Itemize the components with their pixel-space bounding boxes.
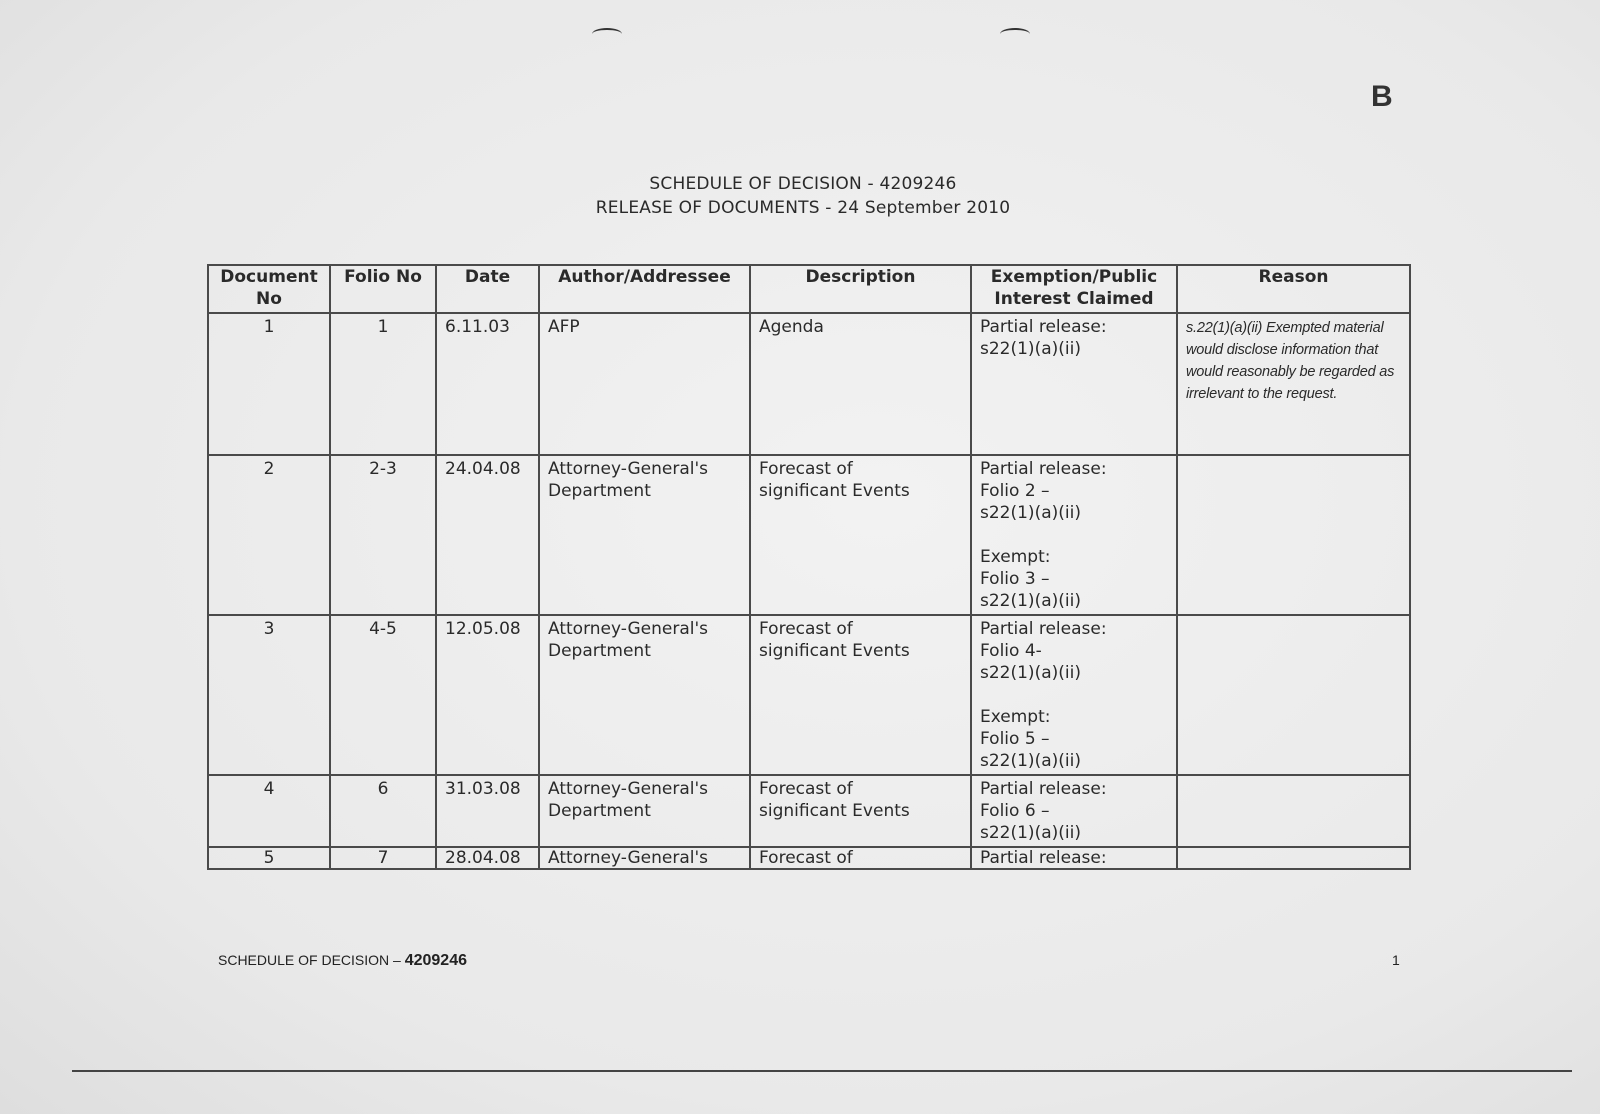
header-description: Description — [750, 265, 971, 313]
exemption-gap — [980, 524, 1168, 546]
exemption-line: Partial release: — [980, 459, 1107, 479]
punch-hole-mark — [592, 28, 622, 40]
cell-folio-no: 4-5 — [330, 615, 436, 775]
cell-date: 24.04.08 — [436, 455, 539, 615]
punch-hole-mark — [1000, 28, 1030, 40]
cell-description — [750, 775, 971, 847]
cell-doc-no: 2 — [208, 455, 330, 615]
header-document-no: Document No — [208, 265, 330, 313]
title-line-2: RELEASE OF DOCUMENTS - 24 September 2010 — [595, 198, 1011, 218]
exemption-line: s22(1)(a)(ii) — [980, 751, 1081, 771]
cell-folio-no: 7 — [330, 847, 436, 869]
cell-doc-no: 1 — [208, 313, 330, 455]
exemption-line: Folio 4- — [980, 641, 1042, 661]
cell-reason — [1177, 455, 1410, 615]
exemption-line: Folio 6 – — [980, 801, 1050, 821]
page-bottom-rule — [72, 1070, 1572, 1072]
exemption-line: Folio 3 – — [980, 569, 1050, 589]
cell-exemption — [971, 775, 1177, 847]
description-line: Agenda — [759, 317, 824, 337]
cell-doc-no: 3 — [208, 615, 330, 775]
header-author: Author/Addressee — [539, 265, 750, 313]
table-header-row — [208, 265, 1410, 313]
description-line: significant Events — [759, 801, 910, 821]
cell-reason — [1177, 847, 1410, 869]
cell-reason — [1177, 615, 1410, 775]
header-folio-no: Folio No — [330, 265, 436, 313]
header-reason: Reason — [1177, 265, 1410, 313]
description-line: significant Events — [759, 481, 910, 501]
header-exemption: Exemption/Public Interest Claimed — [971, 265, 1177, 313]
title-line-1: SCHEDULE OF DECISION - 4209246 — [649, 174, 957, 194]
cell-doc-no: 5 — [208, 847, 330, 869]
cell-exemption — [971, 455, 1177, 615]
cell-date: 12.05.08 — [436, 615, 539, 775]
cell-exemption — [971, 615, 1177, 775]
exemption-line: Exempt: — [980, 547, 1051, 567]
cell-author — [539, 455, 750, 615]
description-line: Forecast of — [759, 848, 853, 868]
description-line: Forecast of — [759, 459, 853, 479]
exemption-line: Partial release: — [980, 848, 1107, 868]
exemption-line: Partial release: — [980, 317, 1107, 337]
footer-label — [218, 952, 467, 970]
document-title — [500, 172, 1106, 220]
description-line: Forecast of — [759, 779, 853, 799]
exemption-line: Partial release: — [980, 779, 1107, 799]
cell-description — [750, 313, 971, 455]
table-row — [208, 615, 1410, 775]
cell-date: 31.03.08 — [436, 775, 539, 847]
table-row — [208, 313, 1410, 455]
exemption-line: Partial release: — [980, 619, 1107, 639]
cell-doc-no: 4 — [208, 775, 330, 847]
cell-exemption — [971, 313, 1177, 455]
reason-text: s.22(1)(a)(ii) Exempted material would disclose information that would reasonably be regarded as irrelevant to the request. — [1186, 320, 1395, 402]
author-line: Attorney-General's — [548, 459, 709, 479]
footer-label-text: SCHEDULE OF DECISION – — [218, 952, 405, 968]
exemption-line: Exempt: — [980, 707, 1051, 727]
cell-date: 6.11.03 — [436, 313, 539, 455]
author-line: Attorney-General's — [548, 779, 709, 799]
exemption-line: s22(1)(a)(ii) — [980, 339, 1081, 359]
cell-date: 28.04.08 — [436, 847, 539, 869]
author-line: Department — [548, 641, 651, 661]
attachment-letter: B — [1371, 80, 1393, 113]
author-line: AFP — [548, 317, 580, 337]
cell-description — [750, 847, 971, 869]
author-line: Department — [548, 481, 651, 501]
author-line: Attorney-General's — [548, 848, 709, 868]
author-line: Attorney-General's — [548, 619, 709, 639]
cell-author — [539, 313, 750, 455]
cell-reason — [1177, 775, 1410, 847]
exemption-line: s22(1)(a)(ii) — [980, 591, 1081, 611]
exemption-gap — [980, 684, 1168, 706]
exemption-line: Folio 5 – — [980, 729, 1050, 749]
author-line: Department — [548, 801, 651, 821]
cell-description — [750, 615, 971, 775]
table-row — [208, 455, 1410, 615]
cell-exemption — [971, 847, 1177, 869]
table-row — [208, 775, 1410, 847]
footer-number: 4209246 — [404, 952, 467, 969]
table-row — [208, 847, 1410, 869]
exemption-line: s22(1)(a)(ii) — [980, 823, 1081, 843]
schedule-table — [207, 264, 1411, 870]
description-line: significant Events — [759, 641, 910, 661]
cell-folio-no: 1 — [330, 313, 436, 455]
cell-folio-no: 2-3 — [330, 455, 436, 615]
cell-reason — [1177, 313, 1410, 455]
cell-folio-no: 6 — [330, 775, 436, 847]
exemption-line: s22(1)(a)(ii) — [980, 503, 1081, 523]
exemption-line: Folio 2 – — [980, 481, 1050, 501]
page-number: 1 — [1392, 952, 1400, 968]
exemption-line: s22(1)(a)(ii) — [980, 663, 1081, 683]
description-line: Forecast of — [759, 619, 853, 639]
cell-author — [539, 615, 750, 775]
cell-description — [750, 455, 971, 615]
header-date: Date — [436, 265, 539, 313]
cell-author — [539, 775, 750, 847]
cell-author — [539, 847, 750, 869]
